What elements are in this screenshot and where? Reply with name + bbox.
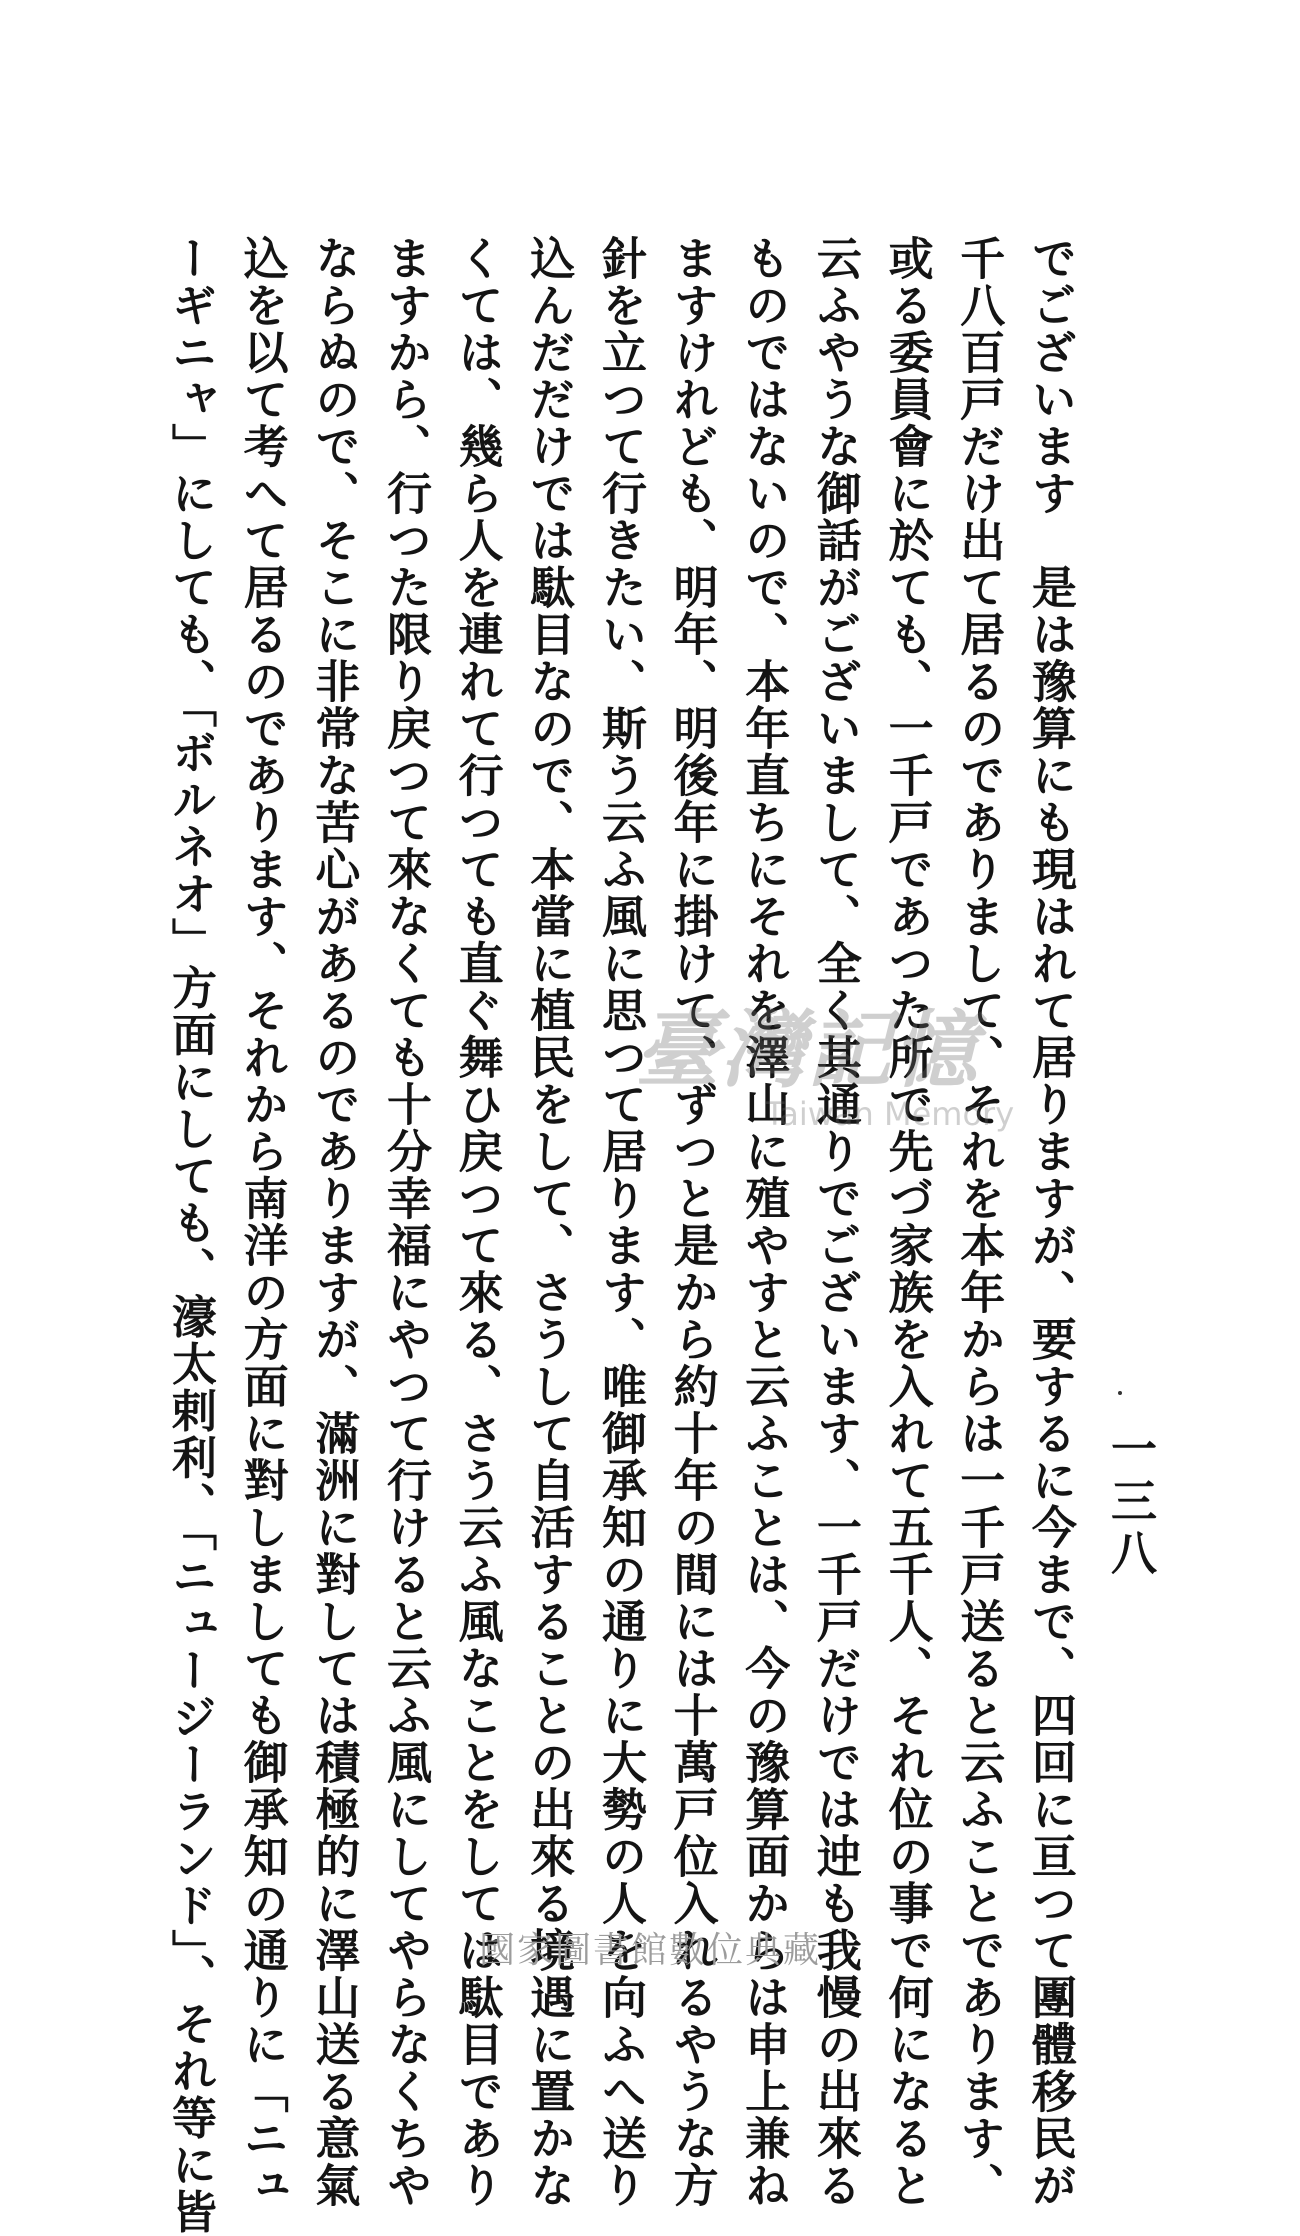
line-1-text: 四回に亘つて團體移民が <box>1023 1692 1077 2209</box>
text-line-7: 針を立つて行きたい、斯う云ふ風に思つて居ります、唯御承知の通りに大勢の人を向ふへ送り <box>593 235 647 2209</box>
text-line-2: 千八百戸だけ出て居るのでありまして、それを本年からは一千戸送ると云ふことであります、 <box>952 235 1006 2209</box>
text-line-10: ますから、行つた限り戻つて來なくても十分幸福にやつて行けると云ふ風にしてやらなくちや <box>378 235 432 2209</box>
text-line-6: ますけれども、明年、明後年に掛けて、ずつと是から約十年の間には十萬戸位入れるやうな方 <box>665 235 719 2209</box>
text-line-4: 云ふやうな御話がございまして、全く其通りでございます、一千戸だけでは迚も我慢の出來る <box>808 235 862 2209</box>
page-number: 一三八 <box>1098 1425 1164 1581</box>
text-line-8: 込んだだけでは駄目なので、本當に植民をして、さうして自活することの出來る境遇に置かな <box>522 235 576 2209</box>
text-line-12: 込を以て考へて居るのであります、それから南洋の方面に對しましても御承知の通りに「ニュ <box>235 235 289 2209</box>
text-line-9: くては、幾ら人を連れて行つても直ぐ舞ひ戻つて來る、さう云ふ風なことをしては駄目であり <box>450 235 504 2209</box>
text-line-11: ならぬので、そこに非常な苦心があるのでありますが、滿洲に對しては積極的に澤山送る意氣 <box>307 235 361 2209</box>
text-line-1 <box>1020 235 1080 2209</box>
watermark-subtitle: Taiwan Memory <box>765 1095 1015 1133</box>
footer-collection-label: 國家圖書館數位典藏 <box>478 1930 821 1971</box>
line-1-prefix: でございます 是は豫算にも現はれて居りますが、要するに今まで、 <box>1023 235 1077 1692</box>
text-line-5: ものではないので、本年直ちにそれを澤山に殖やすと云ふことは、今の豫算面からは申上兼ね <box>737 235 791 2209</box>
text-line-3: 或る委員會に於ても、一千戸であつた所で先づ家族を入れて五千人、それ位の事で何になると <box>880 235 934 2209</box>
watermark-logo: 臺灣記憶 <box>635 1001 980 1099</box>
text-line-13: ーギニャ」にしても、「ボルネオ」方面にしても、濠太剌利、「ニュージーランド」、それ等に皆 <box>164 235 217 2236</box>
